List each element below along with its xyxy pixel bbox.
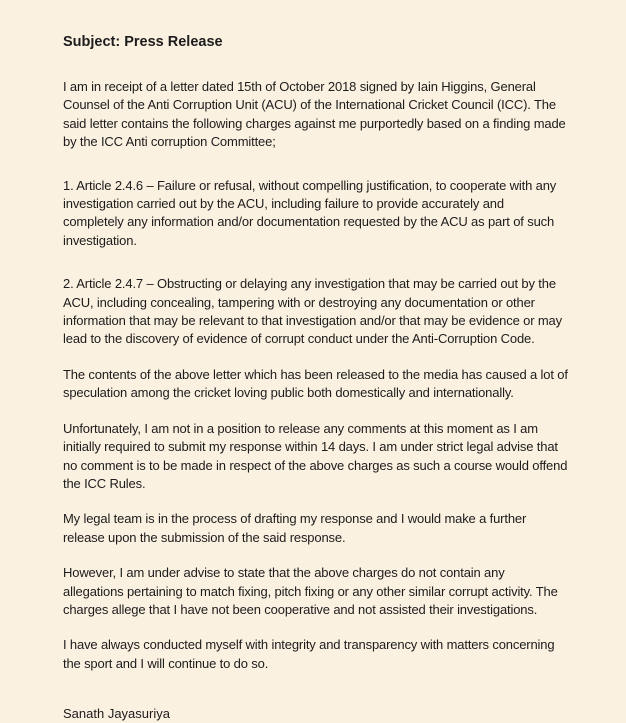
- intro-paragraph: I am in receipt of a letter dated 15th of October 2018 signed by Iain Higgins, General Counsel of the Anti Corruption Unit (ACU) of the International Cricket Council (ICC). The said letter contains the following charges against me purportedly based on a finding made by the ICC Anti corruption Committee;: [63, 79, 566, 150]
- no-comment-paragraph: Unfortunately, I am not in a position to release any comments at this moment as I am initially required to submit my response within 14 days. I am under strict legal advise that no comment is to be made in respect of the above charges as such a course would offend the ICC Rules.: [63, 420, 568, 491]
- legal-team-paragraph: My legal team is in the process of drafting my response and I would make a further release upon the submission of the said response.: [63, 511, 527, 545]
- charge-article-2-4-6: 1. Article 2.4.6 – Failure or refusal, without compelling justification, to cooperate with any investigation carried out by the ACU, including failure to provide accurately and completely any information and/or documentation requested by the ACU as part of such investigation.: [63, 177, 557, 248]
- media-speculation-paragraph: The contents of the above letter which has been released to the media has caused a lot of speculation among the cricket loving public both domestically and internationally.: [63, 366, 568, 401]
- subject-heading: Subject: Press Release: [63, 34, 223, 50]
- charge-article-2-4-7: 2. Article 2.4.7 – Obstructing or delaying any investigation that may be carried out by the ACU, including concealing, tampering with or destroying any documentation or other information that may be relevant to that investigation and/or that may be evidence or may lead to the discovery of evidence of corrupt conduct under the Anti-Corruption Code.: [63, 276, 562, 347]
- charges-clarification-paragraph: However, I am under advise to state that the above charges do not contain any allegations pertaining to match fixing, pitch fixing or any other similar corrupt activity. The charges allege that I have not been cooperative and not assisted their investigations.: [63, 565, 558, 617]
- integrity-paragraph: I have always conducted myself with integrity and transparency with matters concerning the sport and I will continue to do so.: [63, 637, 555, 671]
- signature-name: Sanath Jayasuriya: [63, 706, 170, 722]
